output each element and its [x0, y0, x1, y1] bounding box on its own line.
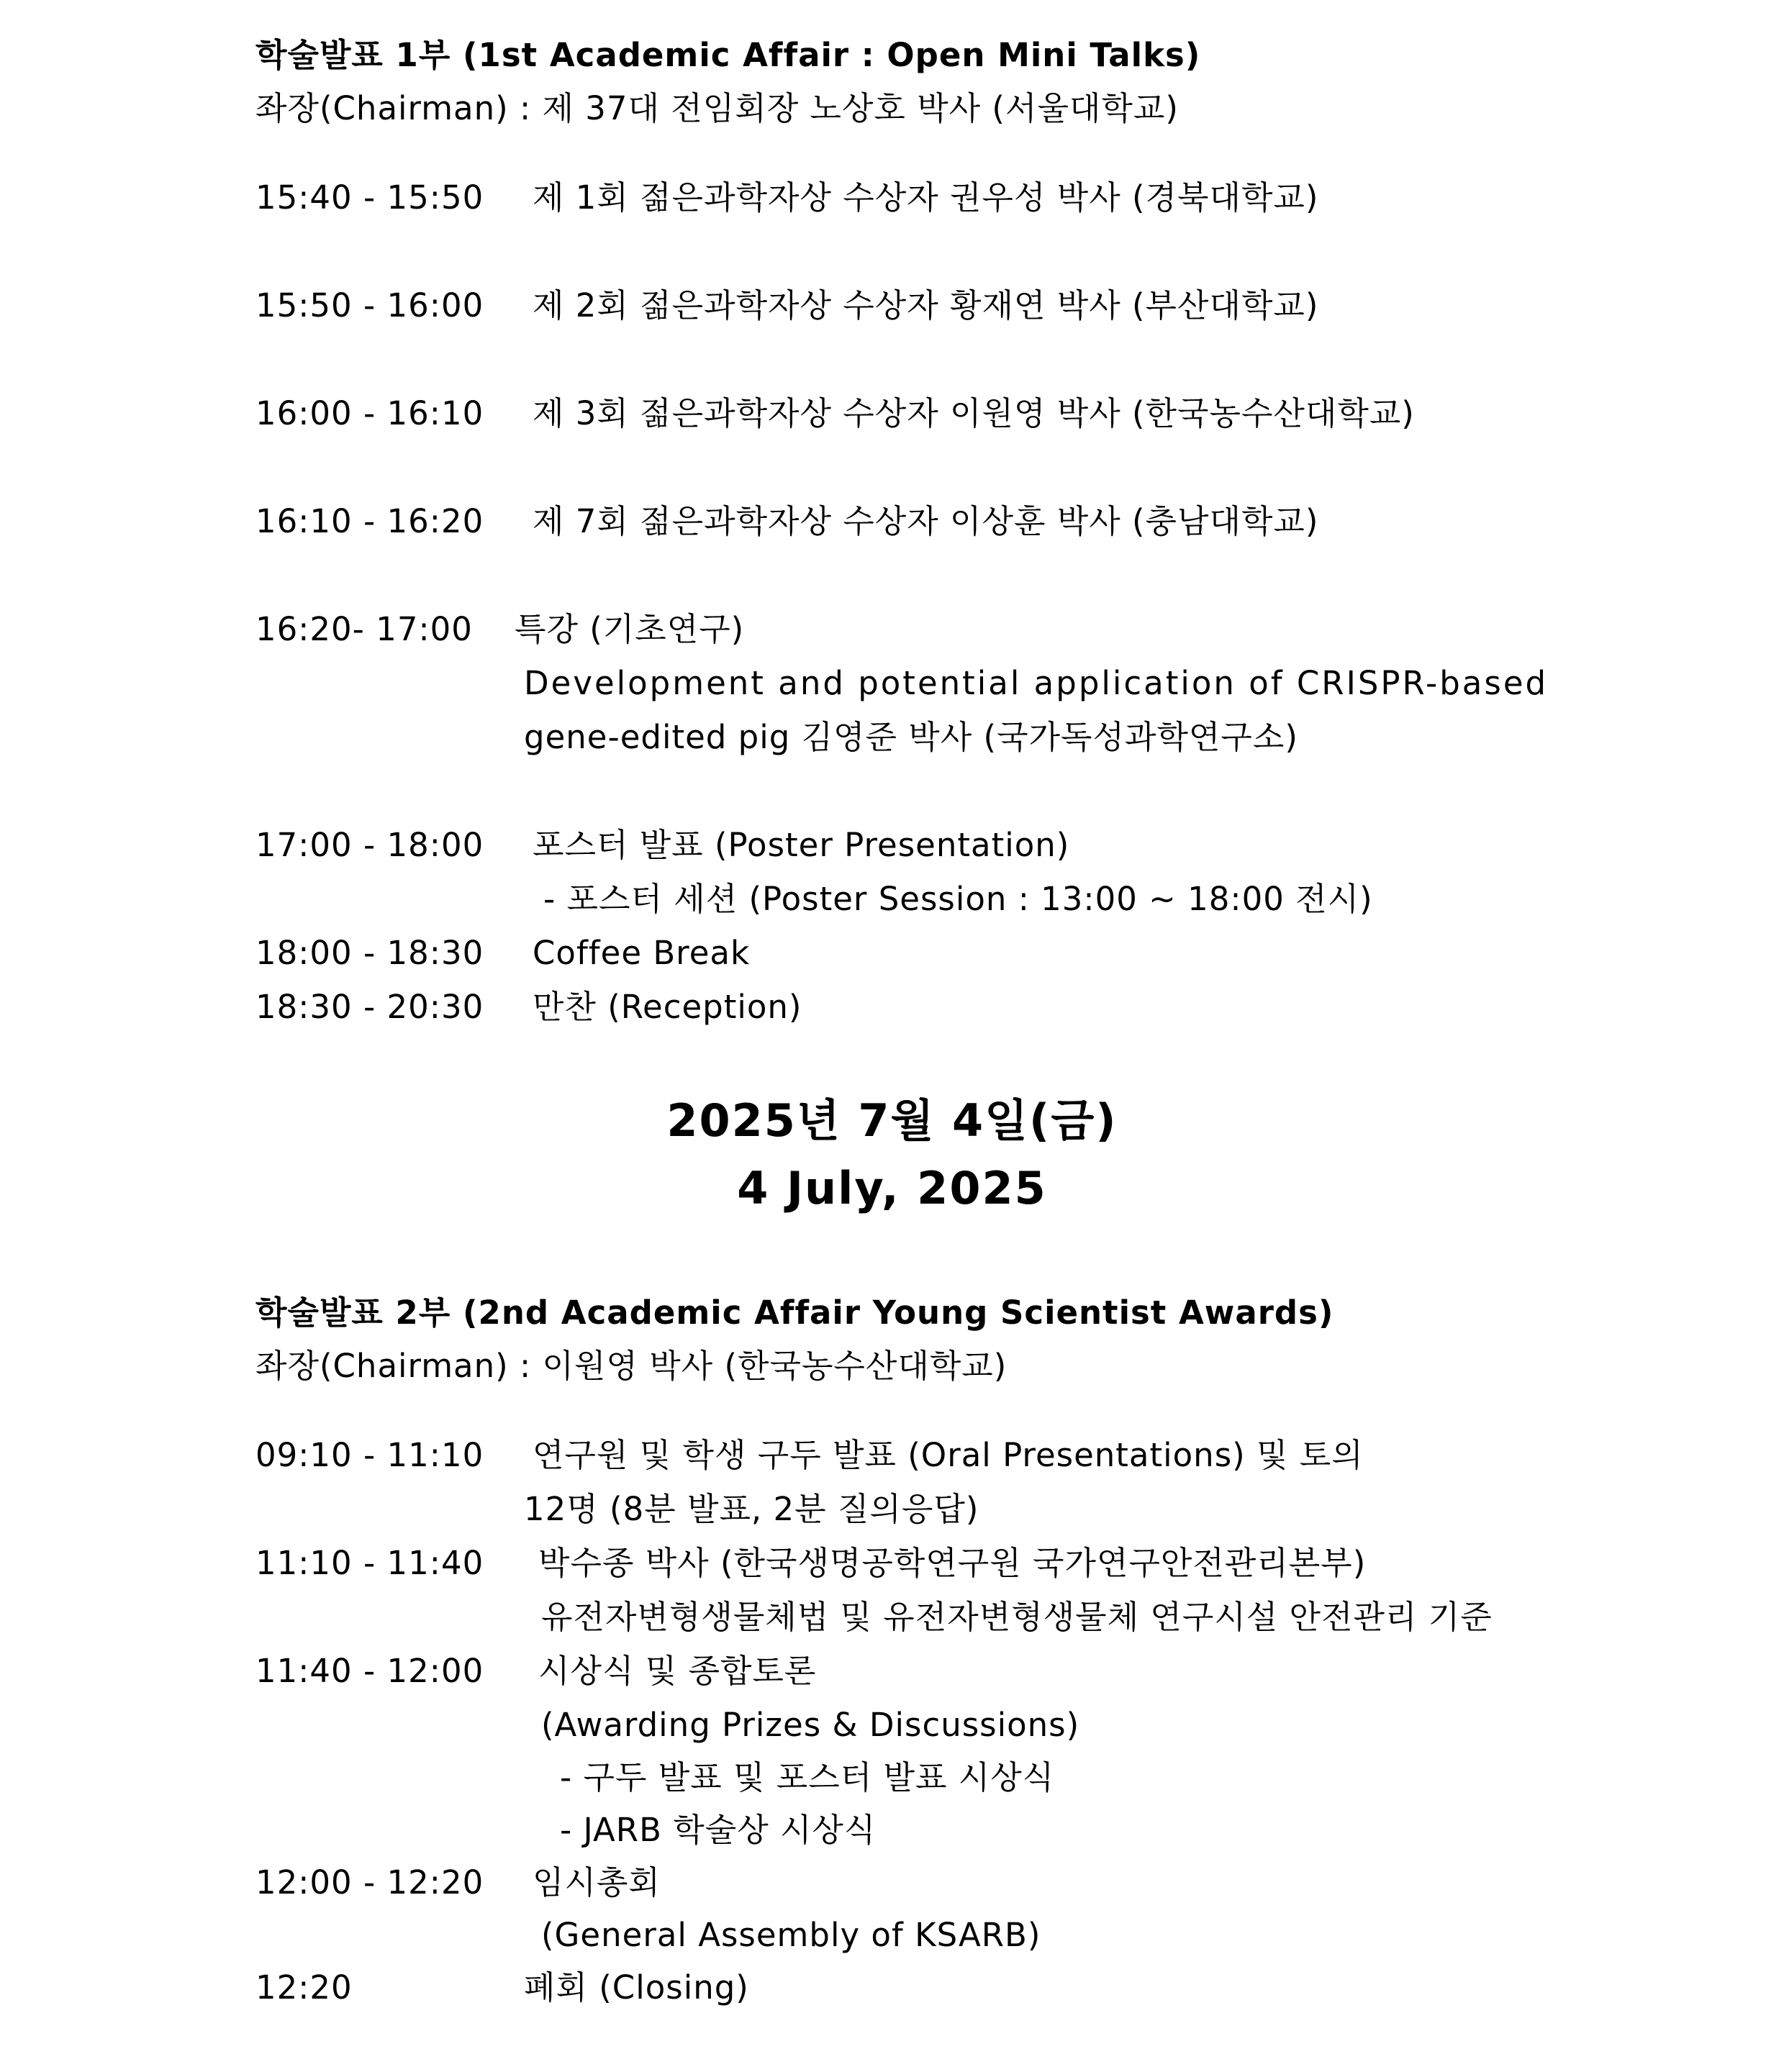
session2-heading: 학술발표 2부 (2nd Academic Affair Young Scientist Awards)	[255, 1294, 1334, 1332]
schedule-item: 폐회 (Closing)	[524, 1968, 749, 2007]
session1-chair: 좌장(Chairman) : 제 37대 전임회장 노상호 박사 (서울대학교)	[255, 89, 1179, 127]
schedule-time: 12:00 - 12:20	[255, 1863, 484, 1901]
schedule-item: 포스터 발표 (Poster Presentation)	[533, 826, 1070, 864]
schedule-item: 박수종 박사 (한국생명공학연구원 국가연구안전관리본부)	[538, 1544, 1367, 1582]
schedule-time: 18:00 - 18:30	[255, 934, 484, 972]
schedule-item-detail: Development and potential application of CRISPR-based	[524, 664, 1549, 702]
session2-chair: 좌장(Chairman) : 이원영 박사 (한국농수산대학교)	[255, 1347, 1008, 1385]
schedule-item-detail: (Awarding Prizes & Discussions)	[541, 1706, 1080, 1744]
schedule-item-detail: - JARB 학술상 시상식	[560, 1811, 877, 1849]
schedule-item: 시상식 및 종합토론	[538, 1652, 817, 1690]
schedule-item: Coffee Break	[533, 934, 751, 972]
schedule-item-detail: gene-edited pig 김영준 박사 (국가독성과학연구소)	[524, 718, 1298, 756]
schedule-time: 16:20- 17:00	[255, 610, 473, 648]
schedule-time: 15:40 - 15:50	[255, 178, 484, 217]
schedule-item-detail: (General Assembly of KSARB)	[541, 1916, 1041, 1954]
schedule-item: 임시총회	[533, 1863, 661, 1901]
schedule-time: 12:20	[255, 1968, 353, 2007]
schedule-item-detail: 유전자변형생물체법 및 유전자변형생물체 연구시설 안전관리 기준	[541, 1598, 1493, 1636]
schedule-item-detail: - 포스터 세션 (Poster Session : 13:00 ~ 18:00 전시)	[543, 880, 1373, 918]
schedule-time: 18:30 - 20:30	[255, 988, 484, 1026]
schedule-time: 11:10 - 11:40	[255, 1544, 484, 1582]
schedule-item: 연구원 및 학생 구두 발표 (Oral Presentations) 및 토의	[533, 1436, 1364, 1474]
schedule-time: 16:00 - 16:10	[255, 394, 484, 432]
schedule-item: 만찬 (Reception)	[533, 988, 802, 1026]
schedule-item: 제 1회 젊은과학자상 수상자 권우성 박사 (경북대학교)	[533, 178, 1319, 217]
date-english: 4 July, 2025	[737, 1162, 1047, 1214]
schedule-time: 09:10 - 11:10	[255, 1436, 484, 1474]
schedule-item: 제 7회 젊은과학자상 수상자 이상훈 박사 (충남대학교)	[533, 502, 1319, 540]
schedule-time: 16:10 - 16:20	[255, 502, 484, 540]
session1-heading: 학술발표 1부 (1st Academic Affair : Open Mini Talks)	[255, 36, 1201, 74]
schedule-time: 11:40 - 12:00	[255, 1652, 484, 1690]
date-korean: 2025년 7월 4일(금)	[666, 1094, 1118, 1147]
schedule-item-detail: - 구두 발표 및 포스터 발표 시상식	[560, 1758, 1055, 1796]
schedule-item: 제 3회 젊은과학자상 수상자 이원영 박사 (한국농수산대학교)	[533, 394, 1415, 432]
schedule-item-detail: 12명 (8분 발표, 2분 질의응답)	[524, 1490, 979, 1528]
schedule-item: 제 2회 젊은과학자상 수상자 황재연 박사 (부산대학교)	[533, 286, 1319, 324]
schedule-item: 특강 (기초연구)	[515, 610, 745, 648]
schedule-time: 17:00 - 18:00	[255, 826, 484, 864]
schedule-time: 15:50 - 16:00	[255, 286, 484, 324]
